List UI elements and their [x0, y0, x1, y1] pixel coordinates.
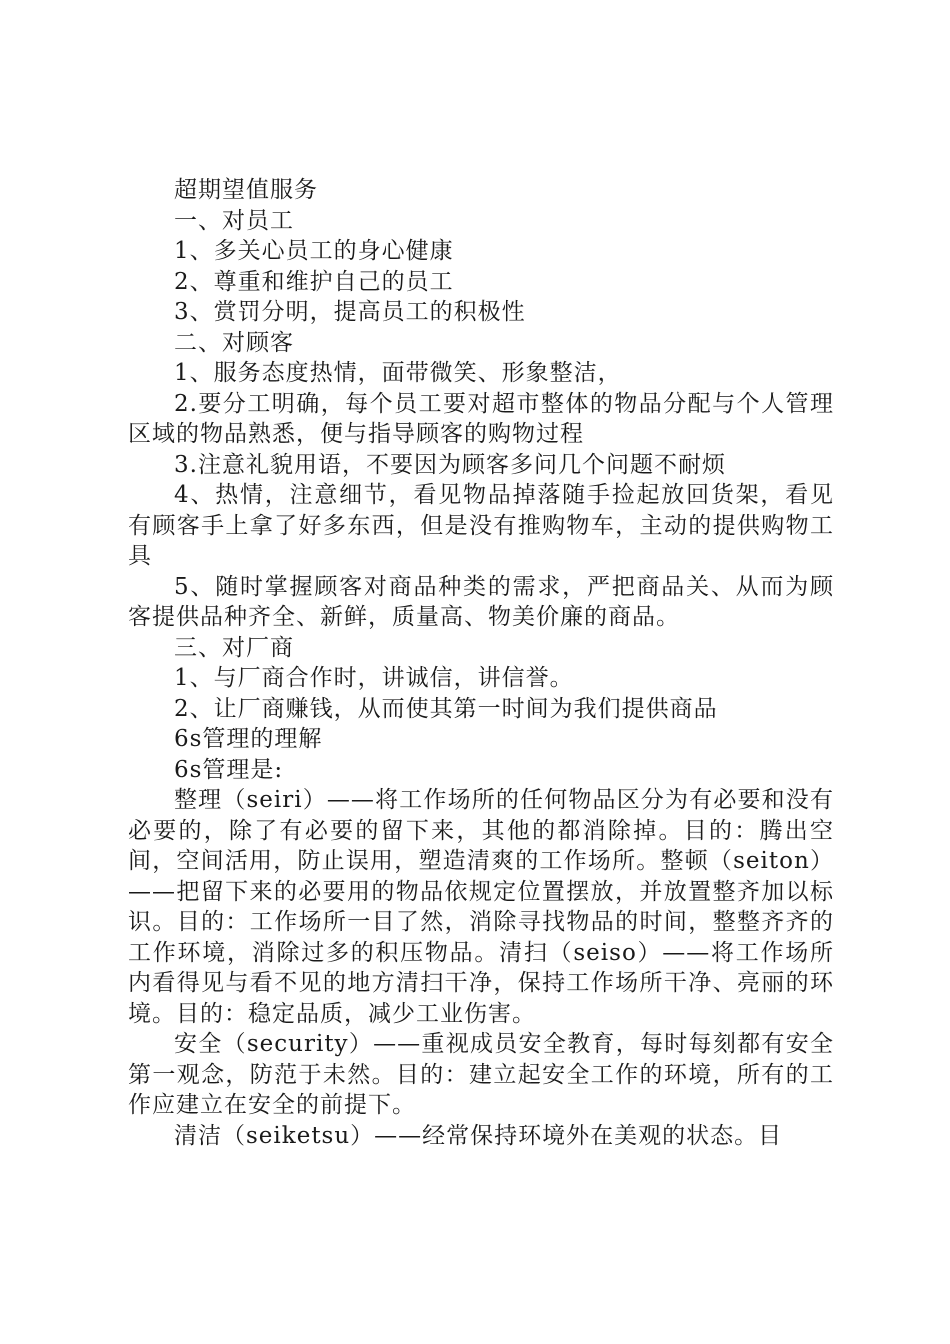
- paragraph: 5、随时掌握顾客对商品种类的需求，严把商品关、从而为顾客提供品种齐全、新鲜，质量高、物美价廉的商品。: [128, 573, 834, 630]
- paragraph: 1、服务态度热情，面带微笑、形象整洁，: [174, 360, 622, 386]
- paragraph: 2、让厂商赚钱，从而使其第一时间为我们提供商品: [174, 695, 718, 722]
- paragraph: 6s管理是:: [174, 756, 284, 783]
- document-body: [128, 175, 834, 1151]
- paragraph: 4、热情，注意细节，看见物品掉落随手捡起放回货架，看见有顾客手上拿了好多东西，但是没有推购物车，主动的提供购物工具: [128, 482, 834, 569]
- paragraph: 1、多关心员工的身心健康: [174, 238, 454, 264]
- section-heading-6s: 6s管理的理解: [174, 726, 323, 752]
- paragraph: 2、尊重和维护自己的员工: [174, 268, 454, 295]
- paragraph: 3.注意礼貌用语，不要因为顾客多问几个问题不耐烦: [174, 451, 726, 478]
- section-heading-vendors: 三、对厂商: [174, 634, 294, 661]
- paragraph: 清洁（seiketsu）——经常保持环境外在美观的状态。目: [174, 1122, 783, 1149]
- paragraph: 1、与厂商合作时，讲诚信，讲信誉。: [174, 665, 574, 691]
- paragraph: 2.要分工明确，每个员工要对超市整体的物品分配与个人管理区域的物品熟悉，便与指导顾客的购物过程: [128, 390, 834, 447]
- paragraph: 安全（security）——重视成员安全教育，每时每刻都有安全第一观念，防范于未然。目的：建立起安全工作的环境，所有的工作应建立在安全的前提下。: [128, 1031, 834, 1118]
- paragraph: 整理（seiri）——将工作场所的任何物品区分为有必要和没有必要的，除了有必要的留下来，其他的都消除掉。目的：腾出空间，空间活用，防止误用，塑造清爽的工作场所。整顿（seiton）——把留下来的必要用的物品依规定位置摆放，并放置整齐加以标识。目的：工作场所一目了然，消除寻找物品的时间，整整齐齐的工作环境，消除过多的积压物品。清扫（seiso）——将工作场所内看得见与看不见的地方清扫干净，保持工作场所干净、亮丽的环境。目的：稳定品质，减少工业伤害。: [128, 787, 834, 1027]
- document-title: 超期望值服务: [174, 177, 318, 203]
- section-heading-employees: 一、对员工: [174, 207, 294, 234]
- section-heading-customers: 二、对顾客: [174, 329, 294, 356]
- paragraph: 3、赏罚分明，提高员工的积极性: [174, 299, 526, 325]
